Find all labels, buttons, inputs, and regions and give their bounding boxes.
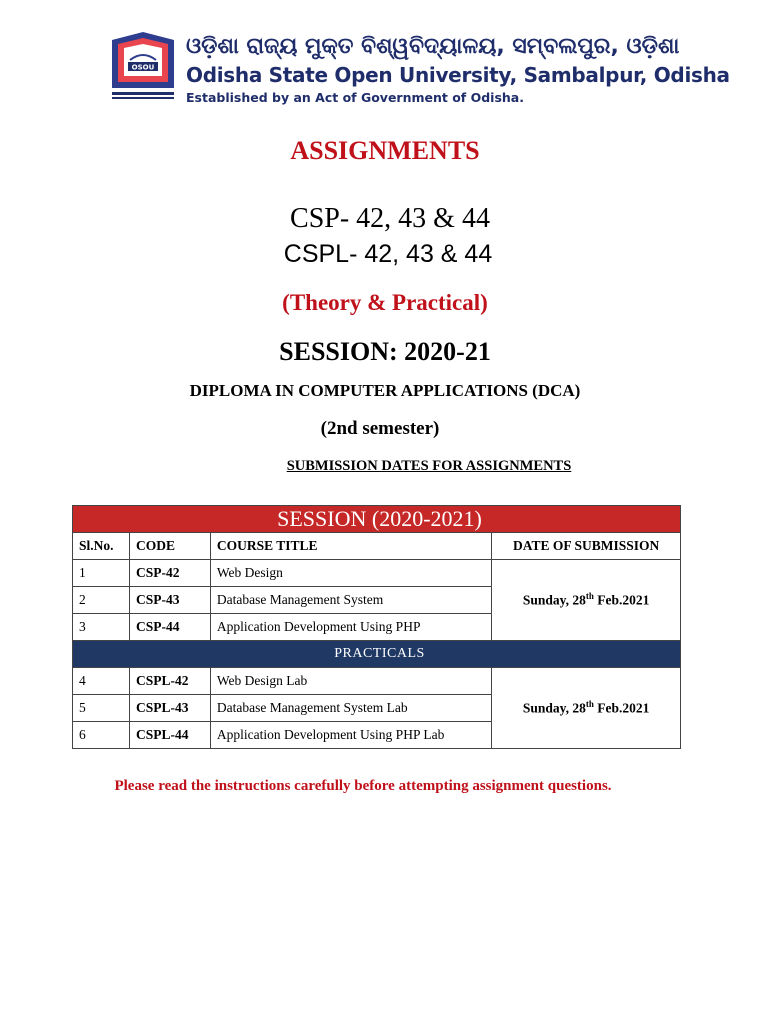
practicals-header: PRACTICALS: [73, 641, 681, 668]
sl-cell: 1: [73, 560, 130, 587]
column-header: Sl.No.: [73, 533, 130, 560]
course-codes-practical: CSPL- 42, 43 & 44: [283, 240, 493, 268]
theory-practical-label: (Theory & Practical): [282, 290, 488, 315]
sl-cell: 3: [73, 614, 130, 641]
logo-text: OSOU: [131, 63, 155, 72]
session-title: SESSION: 2020-21: [279, 337, 491, 366]
course-codes-theory: CSP- 42, 43 & 44: [290, 203, 490, 234]
title-cell: Web Design Lab: [210, 668, 491, 695]
title-cell: Database Management System Lab: [210, 695, 491, 722]
university-header: [108, 30, 730, 110]
column-header: CODE: [129, 533, 210, 560]
sl-cell: 5: [73, 695, 130, 722]
assignments-title: ASSIGNMENTS: [290, 136, 480, 165]
column-header: DATE OF SUBMISSION: [492, 533, 681, 560]
table-row: [73, 560, 681, 587]
code-cell: CSP-44: [129, 614, 210, 641]
submission-heading: SUBMISSION DATES FOR ASSIGNMENTS: [286, 458, 572, 474]
table-column-header-row: [73, 533, 681, 560]
practical-date-cell: Sunday, 28th Feb.2021: [492, 668, 681, 749]
code-cell: CSPL-44: [129, 722, 210, 749]
code-cell: CSP-42: [129, 560, 210, 587]
code-cell: CSPL-43: [129, 695, 210, 722]
title-cell: Application Development Using PHP: [210, 614, 491, 641]
title-cell: Web Design: [210, 560, 491, 587]
sl-cell: 4: [73, 668, 130, 695]
university-name: Odisha State Open University, Sambalpur, Odisha: [186, 63, 730, 87]
column-header: COURSE TITLE: [210, 533, 491, 560]
code-cell: CSP-43: [129, 587, 210, 614]
theory-date-cell: Sunday, 28th Feb.2021: [492, 560, 681, 641]
table-session-header-row: [73, 506, 681, 533]
title-cell: Database Management System: [210, 587, 491, 614]
table-session-header: SESSION (2020-2021): [73, 506, 681, 533]
sl-cell: 2: [73, 587, 130, 614]
diploma-title: DIPLOMA IN COMPUTER APPLICATIONS (DCA): [189, 381, 581, 400]
table-row: [73, 668, 681, 695]
university-name-odia: ଓଡ଼ିଶା ରାଜ୍ୟ ମୁକ୍ତ ବିଶ୍ୱବିଦ୍ୟାଳୟ, ସମ୍ବଲପୁର, ଓଡ଼ିଶା: [186, 34, 680, 59]
code-cell: CSPL-42: [129, 668, 210, 695]
submission-table: [72, 505, 681, 749]
instructions-note: Please read the instructions carefully before attempting assignment questions.: [114, 778, 612, 794]
semester-label: (2nd semester): [320, 418, 440, 439]
university-established: Established by an Act of Government of Odisha.: [186, 90, 524, 105]
practicals-header-row: [73, 641, 681, 668]
sl-cell: 6: [73, 722, 130, 749]
university-logo: [108, 30, 178, 104]
title-cell: Application Development Using PHP Lab: [210, 722, 491, 749]
